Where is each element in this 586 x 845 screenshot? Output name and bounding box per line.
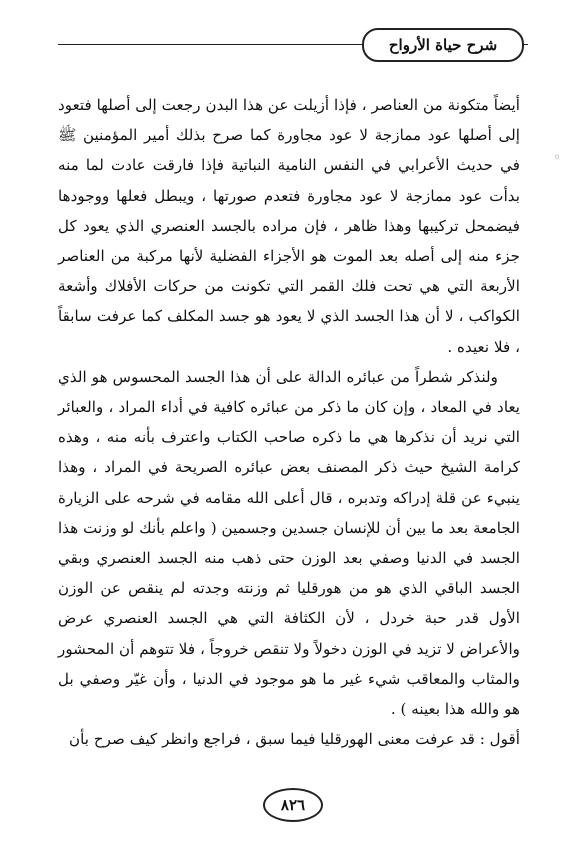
running-header <box>362 28 524 62</box>
page-number: ٨٢٦ <box>280 796 306 814</box>
paragraph-1: أيضاً متكونة من العناصر ، فإذا أزيلت عن هذا البدن رجعت إلى أصلها فتعود إلى أصلها عود ممازجة لا عود مجاورة كما صرح بذلك أمير المؤمنين ﷺ في حديث الأعرابي في النفس النامية النباتية فإذا فارقت عادت لما منه بدأت عود ممازجة لا عود مجاورة فتعدم صورتها ، ويبطل فعلها ووجودها فيضمحل تركيبها وهذا ظاهر ، فإن مراده بالجسد العنصري الذي يعود كل جزء منه إلى أصله بعد الموت هو الأجزاء الفضلية لأنها مركبة من العناصر الأربعة التي هي تحت فلك القمر التي تكونت من حركات الأفلاك وأشعة الكواكب ، لا أن هذا الجسد الذي لا يعود هو جسد المكلف كما عرفت سابقاً ، فلا نعيده . <box>58 96 520 356</box>
page-number-badge <box>263 788 323 822</box>
running-header-title: شرح حياة الأرواح <box>388 36 498 54</box>
margin-mark-icon: ◦ <box>553 150 561 164</box>
paragraph-2: ولنذكر شطراً من عبائره الدالة على أن هذا الجسد المحسوس هو الذي يعاد في المعاد ، وإن كان ما ذكر من عبائره كافية في أداء المراد ، والعبائر التي نريد أن نذكرها هي ما ذكره صاحب الكتاب واعترف بأنه منه ، وهذه كرامة الشيخ حيث ذكر المصنف بعض عبائره الصريحة في المراد ، وهذا ينبيء عن قلة إدراكه وتدبره ، قال أعلى الله مقامه في شرحه على الزيارة الجامعة بعد ما بين أن للإنسان جسدين وجسمين ( واعلم بأنك لو وزنت هذا الجسد في الدنيا وصفي بعد الوزن حتى ذهب منه الجسد العنصري وبقي الجسد الباقي الذي هو من هورقليا ثم وزنته وجدته لم ينقص عن الوزن الأول قدر حبة خردل ، لأن الكثافة التي هي الجسد العنصري عرض والأعراض لا تزيد في الوزن دخولاً ولا تنقص خروجاً ، فلا تتوهم أن المحشور والمثاب والمعاقب شيء غير ما هو موجود في الدنيا ، وأن غيّر وصفي بل هو والله هذا بعينه ) . <box>58 367 520 719</box>
page-body <box>58 90 520 754</box>
paragraph-3: أقول : قد عرفت معنى الهورقليا فيما سبق ، فراجع وانظر كيف صرح بأن <box>68 730 520 749</box>
